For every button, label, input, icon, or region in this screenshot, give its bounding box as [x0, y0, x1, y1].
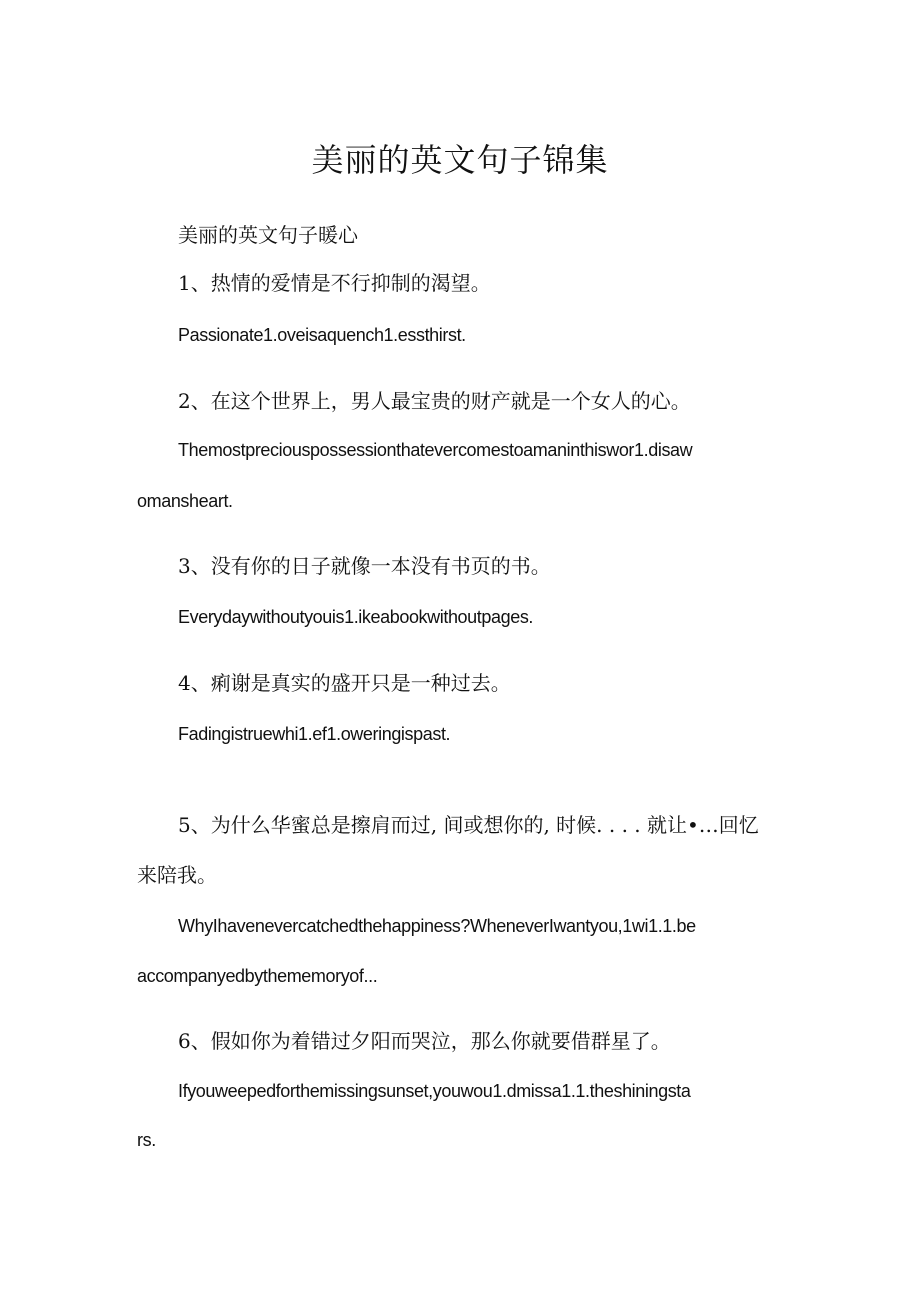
sentence-4-chinese: 4、痢谢是真实的盛开只是一种过去。 [178, 671, 511, 695]
sentence-2-chinese: 2、在这个世界上，男人最宝贵的财产就是一个女人的心。 [178, 389, 691, 413]
sentence-2-english-line-1: Themostpreciouspossessionthatevercomestoamaninthiswor1.disaw [178, 440, 693, 460]
section-heading: 美丽的英文句子暖心 [178, 223, 358, 247]
sentence-6-english-line-2: rs. [137, 1130, 156, 1150]
sentence-3-chinese: 3、没有你的日子就像一本没有书页的书。 [178, 554, 551, 578]
document-title: 美丽的英文句子锦集 [311, 141, 609, 179]
sentence-1-chinese: 1、热情的爱情是不行抑制的渴望。 [178, 271, 491, 295]
sentence-3-english: Everydaywithoutyouis1.ikeabookwithoutpages. [178, 607, 534, 627]
sentence-6-chinese: 6、假如你为着错过夕阳而哭泣，那么你就要借群星了。 [178, 1029, 671, 1053]
sentence-5-english-line-1: WhyIhavenevercatchedthehappiness?WheneverIwantyou,1wi1.1.be [178, 916, 696, 936]
sentence-1-english: Passionate1.oveisaquench1.essthirst. [178, 325, 466, 345]
sentence-5-chinese-line-1: 5、为什么华蜜总是擦肩而过, 间或想你的, 时候. . . . 就让•…回忆 [178, 813, 759, 837]
sentence-5-english-line-2: accompanyedbythememoryof... [137, 966, 378, 986]
sentence-6-english-line-1: Ifyouweepedforthemissingsunset,youwou1.dmissa1.1.theshiningsta [178, 1081, 691, 1101]
sentence-5-chinese-line-2: 来陪我。 [137, 863, 217, 887]
sentence-4-english: Fadingistruewhi1.ef1.oweringispast. [178, 724, 451, 744]
sentence-2-english-line-2: omansheart. [137, 491, 233, 511]
